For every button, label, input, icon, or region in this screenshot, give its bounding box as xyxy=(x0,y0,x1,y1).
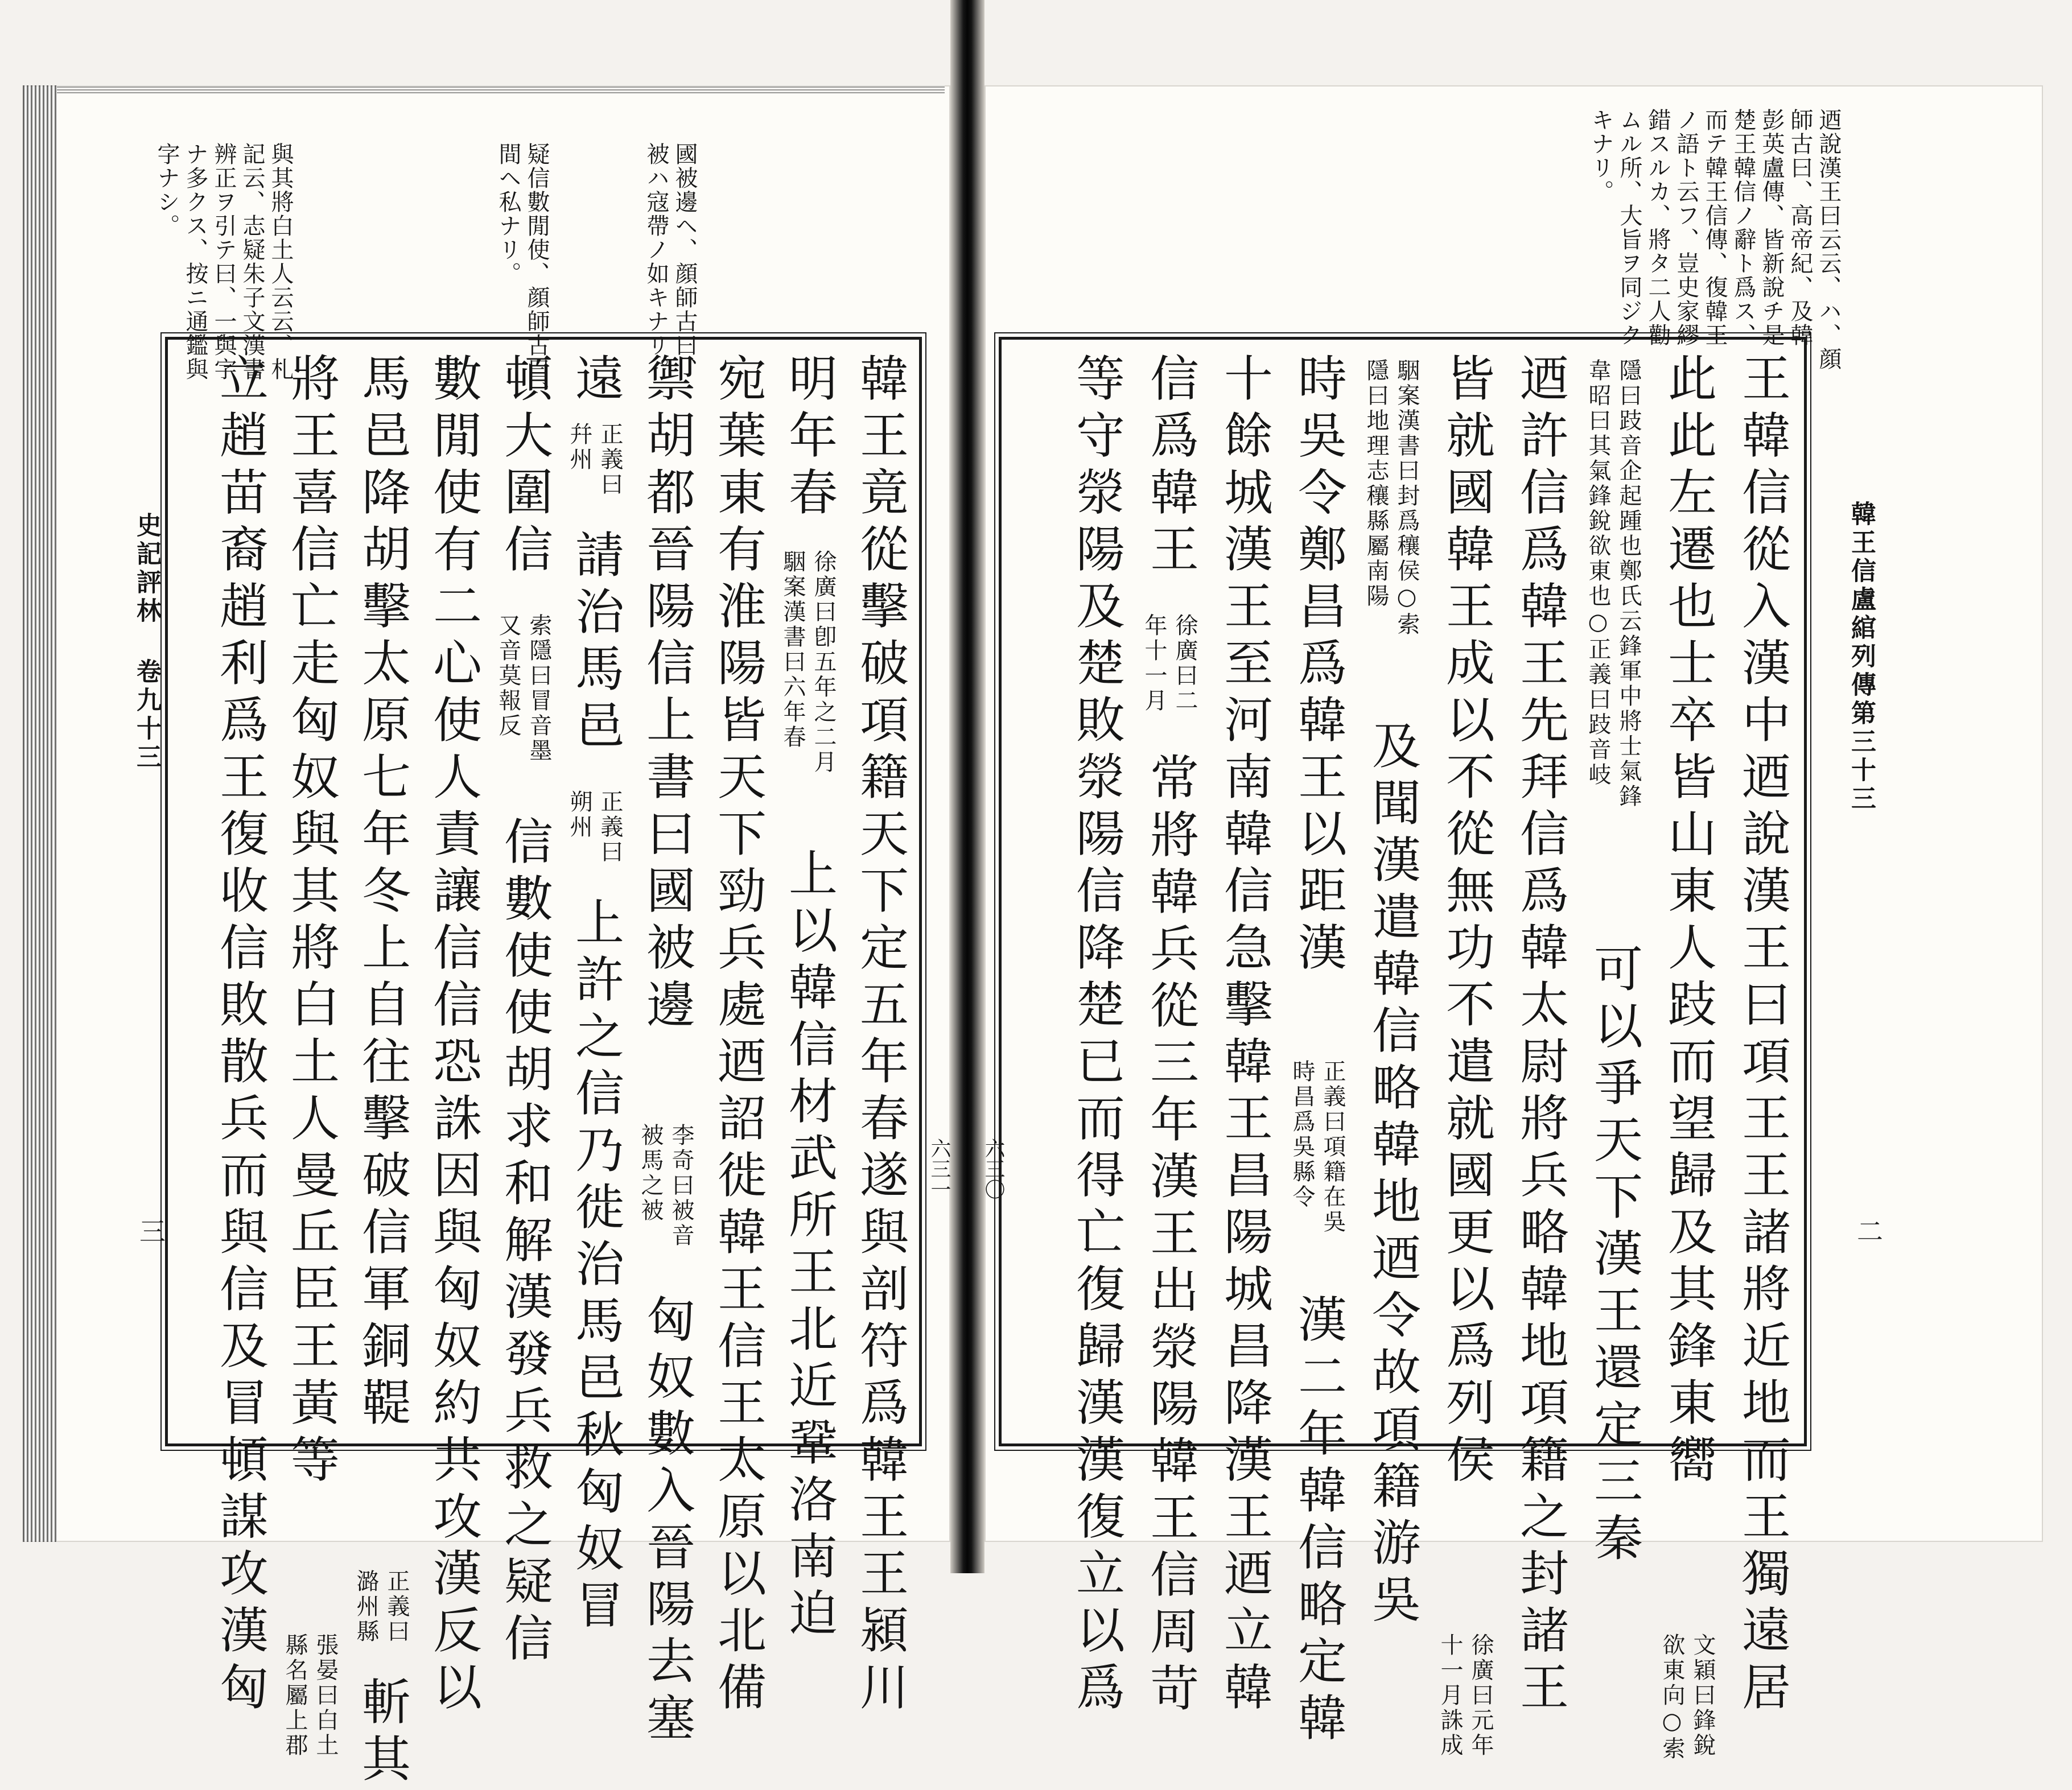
main-text-column: 時吳令鄭昌爲韓王以距漢 xyxy=(1290,353,1346,979)
note-line: 記云、志疑朱子文漢書 xyxy=(239,142,265,381)
note-line: キナリ。 xyxy=(1588,108,1614,204)
annotation-line: 十一月誅成 xyxy=(1437,1633,1463,1758)
annotation-line: 徐廣曰卽五年之二月 xyxy=(810,550,837,775)
note-line: 間ヘ私ナリ。 xyxy=(495,142,521,286)
main-text-column: 皆就國韓王成以不從無功不遣就國更以爲列侯 xyxy=(1437,353,1494,1491)
main-text-column: 斬其 xyxy=(353,1676,410,1790)
page-top-edge xyxy=(57,85,945,93)
main-text-column: 上以韓信材武所王北近鞏洛南迫 xyxy=(780,848,837,1644)
annotation-line: 駰案漢書曰封爲穰侯○索 xyxy=(1394,358,1420,637)
annotation-line: 張晏曰白土 xyxy=(312,1633,339,1758)
note-line: 國被邊ヘ、顔師古曰、 xyxy=(672,142,698,381)
main-text-column: 韓王竟從擊破項籍天下定五年春遂與剖符爲韓王王潁川 xyxy=(851,353,908,1718)
main-text-column: 及聞漢遣韓信略韓地迺令故項籍游吳 xyxy=(1364,720,1420,1631)
right-gutter-number: 六三〇 xyxy=(982,1138,1005,1199)
note-line: ムル所、大旨ヲ同ジク xyxy=(1616,108,1642,347)
right-page-header: 韓王信盧綰列傳第三十三 xyxy=(1847,501,1876,814)
note-line: 彭英盧傳、皆新說チ是 xyxy=(1758,108,1785,347)
annotation-line: 徐廣曰二 xyxy=(1172,613,1198,713)
note-line: 錯スルカ、將タ二人勸 xyxy=(1645,108,1671,347)
main-text-column: 馬邑降胡擊太原七年冬上自往擊破信軍銅鞮 xyxy=(353,353,410,1434)
annotation-line: 徐廣曰元年 xyxy=(1468,1633,1494,1758)
annotation-line: 被馬之被 xyxy=(637,1123,664,1223)
main-text-column: 信數使使胡求和解漢發兵救之疑信 xyxy=(496,816,553,1669)
main-text-column: 匈奴數入晉陽去塞 xyxy=(638,1294,695,1749)
annotation-line: 駰案漢書曰六年春 xyxy=(780,550,806,750)
annotation-line: 又音莫報反 xyxy=(495,613,521,739)
annotation-line: 正義曰 xyxy=(597,790,623,865)
annotation-line: 索隱曰冒音墨 xyxy=(526,613,552,764)
main-text-column: 明年春 xyxy=(780,353,837,523)
note-line: 與其將白土人云云、札 xyxy=(267,142,294,381)
note-line: 師古曰、高帝紀、及韓 xyxy=(1787,108,1813,347)
main-text-column: 此此左遷也士卒皆山東人跂而望歸及其鋒東嚮 xyxy=(1659,353,1716,1491)
right-page-number: 二 xyxy=(1853,1218,1884,1244)
main-text-column: 十餘城漢王至河南韓信急擊韓王昌陽城昌降漢王迺立韓 xyxy=(1216,353,1272,1718)
left-gutter-number: 六三一 xyxy=(928,1138,951,1199)
annotation-line: 隱曰地理志穰縣屬南陽 xyxy=(1363,358,1389,609)
main-text-column: 宛葉東有淮陽皆天下勁兵處迺詔徙韓王信王太原以北備 xyxy=(709,353,766,1718)
main-text-column: 立趙苗裔趙利爲王復收信敗散兵而與信及冒頓謀攻漢匈 xyxy=(211,353,268,1718)
note-line: 迺說漢王曰云云、ハ、顔 xyxy=(1815,108,1842,371)
note-line: 辨正ヲ引テ曰、一與字 xyxy=(211,142,237,381)
page-edge-stack xyxy=(23,85,57,1542)
main-text-column: 常將韓兵從三年漢王出滎陽韓王信周苛 xyxy=(1142,752,1198,1719)
main-text-column: 等守滎陽及楚敗滎陽信降楚已而得亡復歸漢漢復立以爲 xyxy=(1068,353,1124,1718)
note-line: 疑信數閒使、顔師古曰、 xyxy=(524,142,550,405)
annotation-line: 年十一月 xyxy=(1141,613,1167,713)
main-text-column: 將王喜信亡走匈奴與其將白土人曼丘臣王黃等 xyxy=(282,353,339,1491)
note-line: 字ナシ。 xyxy=(154,142,180,238)
annotation-line: 文穎曰鋒銳 xyxy=(1690,1633,1716,1758)
main-text-column: 可以爭天下漢王還定三秦 xyxy=(1585,943,1642,1569)
main-text-column: 請治馬邑 xyxy=(567,529,624,757)
annotation-line: 朔州 xyxy=(566,790,592,840)
main-text-column: 頓大圍信 xyxy=(496,353,553,580)
left-page-footer: 史記評林 卷九十三 xyxy=(132,512,161,772)
annotation-line: 潞州縣 xyxy=(353,1569,379,1644)
note-line: 被ハ寇帶ノ如キナリ。 xyxy=(643,142,669,381)
main-text-column: 王韓信從入漢中迺說漢王曰項王王諸將近地而王獨遠居 xyxy=(1733,353,1790,1718)
note-line: ノ語ト云フ、豈史家繆 xyxy=(1673,108,1699,347)
annotation-line: 幷州 xyxy=(566,422,592,472)
note-line: ナ多クス、按ニ通鑑與 xyxy=(182,142,208,381)
note-line: 而テ韓王信傳、復韓王 xyxy=(1702,108,1728,347)
main-text-column: 遠 xyxy=(567,353,624,410)
annotation-line: 正義曰項籍在吳 xyxy=(1320,1059,1346,1235)
main-text-column: 上許之信乃徙治馬邑秋匈奴冒 xyxy=(567,897,624,1636)
note-line: 楚王韓信ノ辭ト爲ス、 xyxy=(1730,108,1756,347)
main-text-column: 數閒使有二心使人責讓信信恐誅因與匈奴約共攻漢反以 xyxy=(425,353,481,1718)
left-page-number: 三 xyxy=(135,1218,166,1244)
annotation-line: 時昌爲吳縣令 xyxy=(1289,1059,1315,1210)
annotation-line: 縣名屬上郡 xyxy=(282,1633,308,1758)
book-spine xyxy=(950,0,984,1573)
main-text-column: 迺許信爲韓王先拜信爲韓太尉將兵略韓地項籍之封諸王 xyxy=(1511,353,1568,1718)
annotation-line: 李奇曰被音 xyxy=(668,1123,694,1248)
annotation-line: 欲東向○索 xyxy=(1659,1633,1685,1762)
main-text-column: 禦胡都晉陽信上書曰國被邊 xyxy=(638,353,695,1036)
annotation-line: 正義曰 xyxy=(384,1569,410,1644)
annotation-line: 正義曰 xyxy=(597,422,623,497)
annotation-line: 隱曰跂音企起踵也鄭氏云鋒軍中將士氣鋒 xyxy=(1616,358,1642,809)
main-text-column: 信爲韓王 xyxy=(1142,353,1198,580)
main-text-column: 漢二年韓信略定韓 xyxy=(1290,1294,1346,1749)
annotation-line: 韋昭曰其氣鋒銳欲東也○正義曰跂音岐 xyxy=(1585,358,1611,787)
